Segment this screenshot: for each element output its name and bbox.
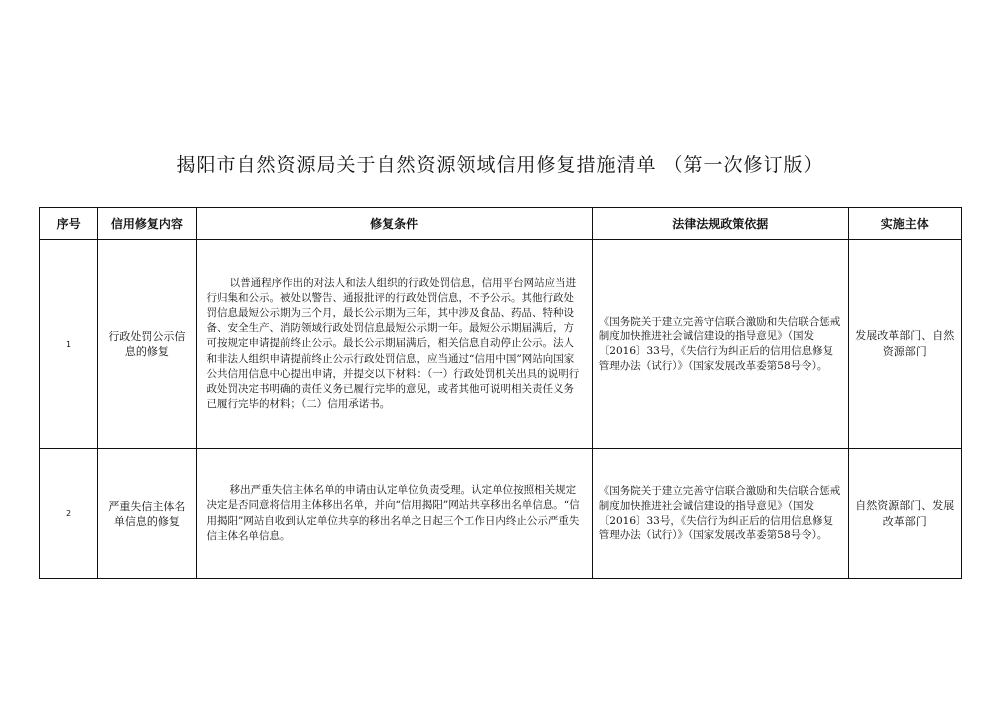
- table-header: [40, 208, 962, 240]
- implementing-body: 发展改革部门、自然资源部门: [848, 240, 961, 449]
- credit-repair-table: [39, 207, 962, 579]
- header-condition: 修复条件: [196, 208, 592, 240]
- header-item: 信用修复内容: [98, 208, 196, 240]
- table-row: [40, 240, 962, 449]
- header-row: [40, 208, 962, 240]
- table-row: [40, 449, 962, 579]
- header-org: 实施主体: [848, 208, 961, 240]
- repair-item: 行政处罚公示信息的修复: [98, 240, 196, 449]
- row-number: 1: [40, 240, 98, 449]
- header-basis: 法律法规政策依据: [592, 208, 848, 240]
- repair-condition: 移出严重失信主体名单的申请由认定单位负责受理。认定单位按照相关规定决定是否同意将信用主体移出名单，并向“信用揭阳”网站共享移出名单信息。“信用揭阳”网站自收到认定单位共享的移出名单之日起三个工作日内终止公示严重失信主体名单信息。: [196, 449, 592, 579]
- implementing-body: 自然资源部门、发展改革部门: [848, 449, 961, 579]
- table-body: [40, 240, 962, 579]
- page-title: 揭阳市自然资源局关于自然资源领域信用修复措施清单 （第一次修订版）: [176, 154, 824, 176]
- row-number: 2: [40, 449, 98, 579]
- legal-basis: 《国务院关于建立完善守信联合激励和失信联合惩戒制度加快推进社会诚信建设的指导意见》（国发〔2016〕33号，《失信行为纠正后的信用信息修复管理办法（试行）》（国家发展改革委第58号令）。: [592, 240, 848, 449]
- legal-basis: 《国务院关于建立完善守信联合激励和失信联合惩戒制度加快推进社会诚信建设的指导意见》（国发〔2016〕33号，《失信行为纠正后的信用信息修复管理办法（试行）》（国家发展改革委第58号令）。: [592, 449, 848, 579]
- repair-item: 严重失信主体名单信息的修复: [98, 449, 196, 579]
- repair-condition: 以普通程序作出的对法人和法人组织的行政处罚信息，信用平台网站应当进行归集和公示。被处以警告、通报批评的行政处罚信息，不予公示。其他行政处罚信息最短公示期为三个月，最长公示期为三年，其中涉及食品、药品、特种设备、安全生产、消防领域行政处罚信息最短公示期一年。最短公示期届满后，方可按规定申请提前终止公示。最长公示期届满后，相关信息自动停止公示。法人和非法人组织申请提前终止公示行政处罚信息，应当通过“信用中国”网站向国家公共信用信息中心提出申请，并提交以下材料：（一）行政处罚机关出具的说明行政处罚决定书明确的责任义务已履行完毕的意见，或者其他可说明相关责任义务已履行完毕的材料；（二）信用承诺书。: [196, 240, 592, 449]
- header-no: 序号: [40, 208, 98, 240]
